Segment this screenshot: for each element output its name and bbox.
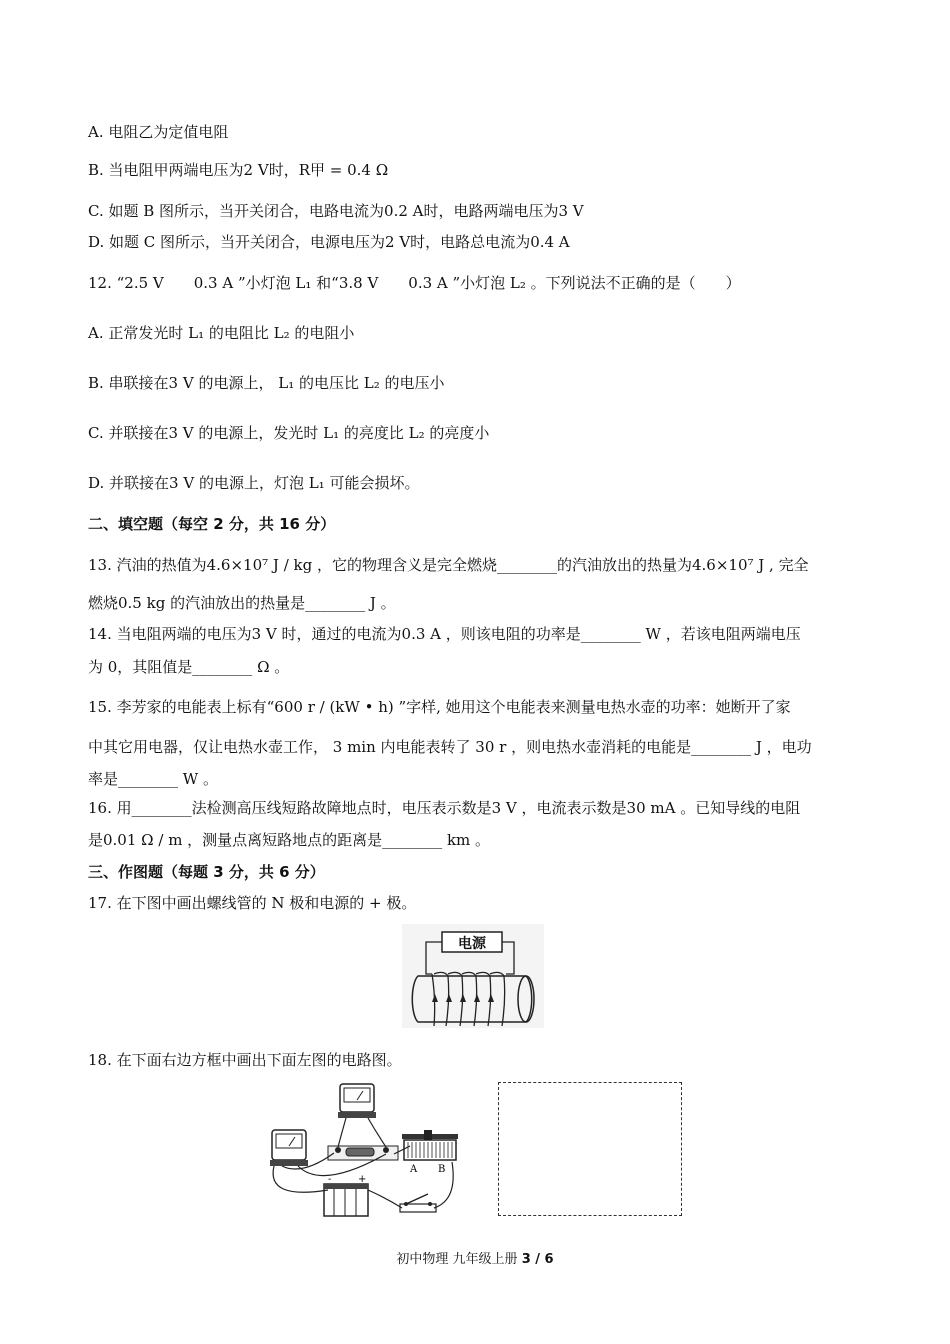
- q12-option-d: D. 并联接在3 V 的电源上，灯泡 L₁ 可能会损坏。: [88, 474, 420, 492]
- voltmeter-icon: [270, 1130, 308, 1166]
- q18-text: 18. 在下面右边方框中画出下面左图的电路图。: [88, 1051, 402, 1069]
- q14-line1: 14. 当电阻两端的电压为3 V 时，通过的电流为0.3 A ，则该电阻的功率是________ W ，若该电阻两端电压: [88, 625, 801, 643]
- rheostat-icon: [402, 1130, 458, 1160]
- q11-option-d: D. 如题 C 图所示，当开关闭合，电源电压为2 V时，电路总电流为0.4 A: [88, 233, 570, 251]
- q12-option-a: A. 正常发光时 L₁ 的电阻比 L₂ 的电阻小: [88, 324, 355, 342]
- rheostat-label-a: A: [410, 1164, 418, 1175]
- answer-drawing-box[interactable]: [498, 1082, 682, 1216]
- q13-line1: 13. 汽油的热值为4.6×10⁷ J / kg ，它的物理含义是完全燃烧________的汽油放出的热量为4.6×10⁷ J , 完全: [88, 556, 809, 574]
- ammeter-icon: [338, 1084, 376, 1118]
- q15-line1: 15. 李芳家的电能表上标有“600 r / (kW • h) ”字样, 她用这个电能表来测量电热水壶的功率：她断开了家: [88, 698, 791, 716]
- q11-option-a: A. 电阻乙为定值电阻: [88, 123, 229, 141]
- power-source-label: 电源: [458, 936, 486, 952]
- q12-option-b: B. 串联接在3 V 的电源上， L₁ 的电压比 L₂ 的电压小: [88, 374, 445, 392]
- section2-heading: 二、填空题（每空 2 分，共 16 分）: [88, 515, 336, 533]
- resistor-icon: [328, 1146, 398, 1160]
- battery-icon: [324, 1184, 368, 1216]
- battery-plus-label: +: [358, 1174, 367, 1185]
- footer-text: 初中物理 九年级上册: [396, 1252, 522, 1267]
- circuit-figure: [262, 1080, 462, 1222]
- q14-line2: 为 0，其阻值是________ Ω 。: [88, 658, 290, 676]
- q13-line2: 燃烧0.5 kg 的汽油放出的热量是________ J 。: [88, 594, 396, 612]
- q11-option-c: C. 如题 B 图所示，当开关闭合，电路电流为0.2 A时，电路两端电压为3 V: [88, 202, 584, 220]
- q15-line3: 率是________ W 。: [88, 770, 218, 788]
- q11-option-b: B. 当电阻甲两端电压为2 V时，R甲 = 0.4 Ω: [88, 161, 389, 179]
- page-number: 3 / 6: [521, 1252, 554, 1267]
- q16-line1: 16. 用________法检测高压线短路故障地点时，电压表示数是3 V ，电流表示数是30 mA 。已知导线的电阻: [88, 799, 801, 817]
- section3-heading: 三、作图题（每题 3 分，共 6 分）: [88, 863, 325, 881]
- solenoid-figure: [400, 922, 546, 1030]
- q15-line2: 中其它用电器，仅让电热水壶工作， 3 min 内电能表转了 30 r ，则电热水壶消耗的电能是________ J ，电功: [88, 738, 812, 756]
- q17-text: 17. 在下图中画出螺线管的 N 极和电源的 + 极。: [88, 894, 417, 912]
- rheostat-label-b: B: [438, 1164, 446, 1175]
- switch-icon: [400, 1194, 436, 1212]
- q12-stem: 12. “2.5 V 0.3 A ”小灯泡 L₁ 和“3.8 V 0.3 A ”小灯泡 L₂ 。下列说法不正确的是（ ）: [88, 274, 741, 292]
- battery-minus-label: -: [328, 1174, 332, 1185]
- q12-option-c: C. 并联接在3 V 的电源上，发光时 L₁ 的亮度比 L₂ 的亮度小: [88, 424, 490, 442]
- q16-line2: 是0.01 Ω / m ，测量点离短路地点的距离是________ km 。: [88, 831, 491, 849]
- page-footer: [0, 1248, 950, 1267]
